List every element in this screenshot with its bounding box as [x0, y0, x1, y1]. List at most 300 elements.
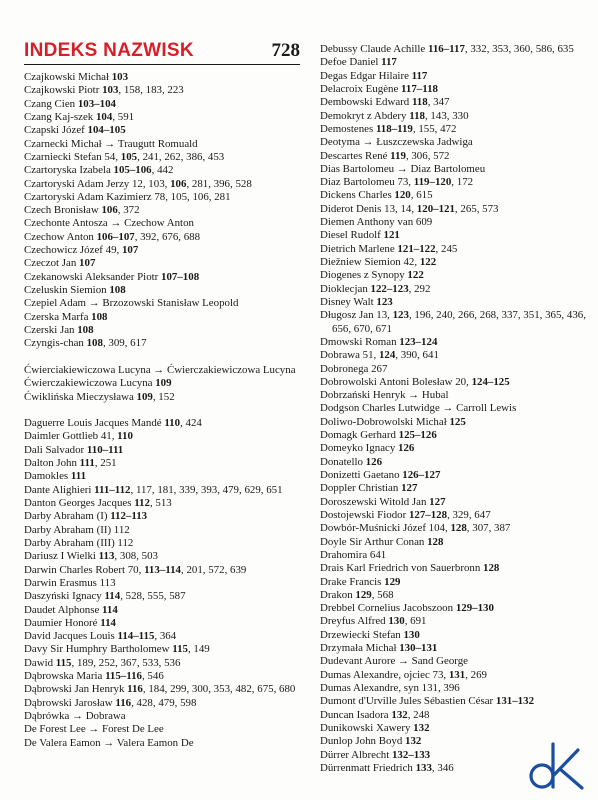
entry-text: , 424 [180, 417, 202, 430]
index-entry [320, 429, 588, 442]
index-entry [24, 657, 304, 670]
entry-text: Czartoryski Adam Kazimierz 78, 105, 106, 281 [24, 190, 231, 203]
index-entry [320, 722, 588, 735]
entry-text: Drais Karl Friedrich von Sauerbronn [320, 562, 484, 575]
entry-text: , 346 [431, 761, 454, 774]
index-entry [24, 710, 304, 723]
main-page-ref: 132–133 [391, 748, 431, 761]
main-page-ref: 124–125 [471, 375, 510, 388]
index-entry [24, 524, 304, 537]
entry-text: , 332, 353, 360, 586, 635 [464, 43, 574, 55]
entry-text: , 691 [404, 615, 427, 628]
entry-text: Disney Walt [320, 295, 377, 308]
index-entry [320, 576, 588, 589]
entry-text: Czartoryski Adam Jerzy 12, 103, [24, 177, 171, 190]
index-entry [320, 615, 588, 628]
entry-text: , 615 [410, 189, 433, 202]
entry-text: Domeyko Ignacy [320, 442, 399, 455]
index-entry [320, 642, 588, 655]
main-page-ref: 114–115 [117, 630, 155, 643]
index-entry [24, 737, 304, 750]
main-page-ref: 104–105 [87, 124, 126, 137]
main-page-ref: 132 [405, 735, 422, 748]
main-page-ref: 123 [376, 295, 393, 308]
entry-text: , 149 [187, 643, 210, 656]
index-entry [320, 509, 588, 522]
main-page-ref: 132 [413, 721, 430, 734]
entry-text: Delacroix Eugène [320, 82, 402, 95]
entry-text: , 269 [465, 668, 487, 681]
entry-text: , 184, 299, 300, 353, 482, 675, 680 [142, 683, 296, 696]
entry-text: Doppler Christian [320, 482, 402, 495]
index-entry [24, 98, 304, 111]
index-entry [320, 669, 588, 682]
main-page-ref: 127 [401, 482, 418, 495]
index-entry [320, 83, 588, 96]
entry-text: Diemen Anthony van 609 [320, 216, 433, 229]
index-entry [320, 456, 588, 469]
entry-text: Czajkowski Piotr [24, 84, 103, 97]
entry-text: Dalton John [24, 457, 80, 470]
entry-text: Dmowski Roman [320, 335, 400, 348]
entry-text: Dali Salvador [24, 443, 87, 456]
main-page-ref: 132 [391, 708, 408, 721]
main-page-ref: 111–112 [94, 483, 131, 496]
index-entry [24, 124, 304, 137]
index-entry [24, 470, 304, 483]
entry-text: Czerska Marfa [24, 310, 92, 323]
index-entry [24, 444, 304, 457]
entry-text: , 248 [407, 708, 430, 721]
entry-text: Donizetti Gaetano [320, 469, 403, 481]
entry-text: , 158, 183, 223 [118, 84, 184, 97]
entry-text: Doroszewski Witold Jan [320, 495, 430, 508]
entry-text: Dante Alighieri [24, 483, 95, 496]
main-page-ref: 118–119 [375, 122, 413, 135]
main-page-ref: 117–118 [401, 82, 438, 95]
entry-text: Dobrowolski Antoni Bolesław 20, [320, 375, 472, 388]
entry-text: Dobronega 267 [320, 362, 388, 375]
entry-text: Daudet Alphonse [24, 603, 103, 616]
main-page-ref: 105–106 [113, 164, 152, 177]
entry-text: , 251 [94, 457, 117, 470]
main-page-ref: 127–128 [408, 508, 448, 521]
entry-text: , 442 [151, 164, 174, 177]
entry-text: Czechonte Antosza → Czechow Anton [24, 217, 194, 230]
index-entry [320, 216, 588, 229]
main-page-ref: 103 [102, 84, 119, 97]
index-entry [320, 629, 588, 642]
entry-text: , 117, 181, 339, 393, 479, 629, 651 [130, 483, 283, 496]
entry-text: Doyle Sir Arthur Conan [320, 535, 428, 548]
entry-text: Drake Francis [320, 575, 385, 588]
index-entry [24, 577, 304, 590]
index-entry [320, 496, 588, 509]
index-entry [320, 482, 588, 495]
entry-text: Dumont d'Urville Jules Sébastien César [320, 695, 496, 708]
index-entry [24, 417, 304, 430]
entry-text: Damokles [24, 470, 71, 483]
main-page-ref: 116 [115, 696, 132, 709]
index-entry [24, 391, 304, 404]
entry-text: Diderot Denis 13, 14, [320, 202, 417, 215]
index-entry [320, 110, 588, 123]
main-page-ref: 110–111 [86, 443, 124, 456]
entry-text: Debussy Claude Achille [320, 43, 428, 55]
main-page-ref: 117 [411, 69, 428, 82]
entry-text: Dawid [24, 656, 56, 669]
main-page-ref: 121 [383, 229, 400, 242]
index-entry [320, 682, 588, 695]
entry-text: , 364 [154, 630, 177, 643]
index-entry [320, 56, 588, 69]
entry-text: Długosz Jan 13, [320, 309, 393, 322]
index-entry [24, 178, 304, 191]
entry-text: Dąbrowski Jarosław [24, 696, 116, 709]
index-entry [24, 484, 304, 497]
main-page-ref: 111 [70, 470, 87, 483]
entry-text: Dickens Charles [320, 189, 395, 202]
index-entry [320, 363, 588, 376]
entry-text: Darby Abraham (III) 112 [24, 536, 134, 549]
entry-text: Czechow Anton [24, 230, 97, 243]
index-entry [24, 324, 304, 337]
index-entry [24, 497, 304, 510]
entry-text: Dąbrówka → Dobrawa [24, 710, 126, 722]
index-entry [24, 697, 304, 710]
entry-text: Czeluskin Siemion [24, 284, 110, 296]
index-entry [320, 709, 588, 722]
entry-text: Dietrich Marlene [320, 242, 398, 255]
main-page-ref: 112 [134, 497, 150, 509]
entry-text: , 201, 572, 639 [181, 563, 247, 576]
main-page-ref: 127 [429, 495, 446, 508]
main-page-ref: 126 [365, 455, 383, 468]
main-page-ref: 103–104 [77, 97, 116, 110]
entry-text: Drebbel Cornelius Jacobszoon [320, 602, 456, 615]
entry-text: Dobrawa 51, [320, 349, 379, 362]
index-entry [24, 337, 304, 350]
index-entry [24, 430, 304, 443]
index-entry [24, 244, 304, 257]
entry-text: Daszyński Ignacy [24, 590, 105, 603]
entry-text: Diežniew Siemion 42, [320, 256, 420, 268]
main-page-ref: 128 [450, 522, 467, 535]
main-page-ref: 108 [91, 310, 108, 323]
entry-text: Dunikowski Xawery [320, 721, 414, 734]
main-page-ref: 125–126 [398, 429, 437, 442]
entry-text: Deotyma → Łuszczewska Jadwiga [320, 136, 473, 149]
entry-text: , 390, 641 [395, 349, 439, 362]
main-page-ref: 115 [172, 643, 188, 656]
entry-text: , 546 [141, 670, 164, 683]
main-page-ref: 117 [381, 56, 397, 69]
main-page-ref: 111 [79, 457, 95, 470]
entry-text: Dreyfus Alfred [320, 615, 389, 628]
entry-text: Drzymała Michał [320, 642, 400, 655]
main-page-ref: 130 [403, 628, 420, 641]
entry-text: Dowbór-Muśnicki Józef 104, [320, 522, 451, 535]
entry-text: , 196, 240, 266, 268, 337, 351, 365, 436, 656, 670, 671 [332, 309, 586, 335]
index-entry [24, 683, 304, 696]
entry-text: Dudevant Aurore → Sand George [320, 655, 468, 668]
index-entry [320, 416, 588, 429]
entry-text: Diesel Rudolf [320, 229, 384, 242]
index-title: INDEKS NAZWISK [24, 40, 194, 61]
main-page-ref: 120 [394, 189, 411, 202]
index-entry [320, 442, 588, 455]
entry-text: , 306, 572 [405, 149, 450, 162]
entry-text: , 308, 503 [114, 550, 158, 563]
entry-text: De Forest Lee → Forest De Lee [24, 723, 164, 736]
main-page-ref: 131–132 [495, 695, 535, 708]
index-entry [320, 522, 588, 535]
entry-text: Dembowski Edward [320, 96, 412, 109]
main-page-ref: 105 [120, 150, 138, 163]
index-entry [24, 723, 304, 736]
index-entry [24, 204, 304, 217]
main-page-ref: 109 [136, 390, 153, 403]
entry-text: Drahomira 641 [320, 548, 387, 561]
entry-text: , 309, 617 [102, 337, 147, 350]
entry-text: Dunlop John Boyd [320, 735, 406, 748]
index-entry [320, 349, 588, 362]
entry-text: Dumas Alexandre, syn 131, 396 [320, 682, 460, 694]
index-entry [24, 537, 304, 550]
main-page-ref: 114 [104, 590, 121, 603]
main-page-ref: 107 [79, 257, 96, 270]
main-page-ref: 128 [483, 562, 500, 575]
entry-text: Degas Edgar Hilaire [320, 69, 412, 82]
index-entry [24, 630, 304, 643]
index-entry [320, 376, 588, 389]
entry-text: Czechowicz Józef 49, [24, 244, 122, 257]
entry-text: , 152 [152, 390, 175, 403]
entry-text: Czartoryska Izabela [24, 164, 114, 177]
entry-text: Czarniecki Stefan 54, [24, 150, 121, 163]
entry-text: David Jacques Louis [24, 630, 118, 643]
index-entry [320, 189, 588, 202]
section-gap [24, 404, 304, 417]
entry-text: Danton Georges Jacques [24, 497, 135, 509]
main-page-ref: 109 [155, 377, 172, 390]
main-page-ref: 110 [117, 430, 133, 443]
entry-text: , 245 [435, 242, 458, 255]
index-entry [320, 70, 588, 83]
entry-text: Czapski Józef [24, 124, 88, 137]
index-entry [24, 217, 304, 230]
entry-text: Daguerre Louis Jacques Mandé [24, 417, 165, 430]
main-page-ref: 122 [419, 256, 437, 268]
entry-text: Descartes René [320, 149, 391, 162]
page-header [24, 40, 300, 64]
entry-text: Demostenes [320, 122, 376, 135]
index-entry [320, 536, 588, 549]
index-entry [24, 377, 304, 390]
main-page-ref: 122–123 [370, 282, 409, 295]
entry-text: Dariusz I Wielki [24, 550, 99, 563]
main-page-ref: 129 [384, 575, 401, 588]
entry-text: Davy Sir Humphry Bartholomew [24, 643, 173, 656]
entry-text: Dürrenmatt Friedrich [320, 761, 416, 774]
main-page-ref: 106 [170, 177, 187, 190]
main-page-ref: 133 [415, 761, 432, 774]
entry-text: Diaz Bartolomeu 73, [320, 176, 414, 189]
entry-text: Czarnecki Michał → Traugutt Romuald [24, 137, 198, 150]
entry-text: , 292 [408, 282, 431, 295]
entry-text: Czerski Jan [24, 323, 78, 336]
main-page-ref: 119–120 [413, 176, 452, 189]
index-entry [320, 549, 588, 562]
entry-text: Czajkowski Michał [24, 71, 112, 83]
index-entry [24, 604, 304, 617]
dk-logo [526, 740, 586, 792]
main-page-ref: 107 [121, 244, 139, 257]
index-entry [24, 510, 304, 523]
main-page-ref: 108 [109, 284, 126, 296]
entry-text: Dias Bartolomeu → Diaz Bartolomeu [320, 162, 486, 175]
page-number: 728 [271, 40, 300, 61]
main-page-ref: 123 [392, 309, 409, 322]
entry-text: Domagk Gerhard [320, 429, 399, 442]
main-page-ref: 115–116 [105, 670, 142, 683]
index-entry [320, 256, 588, 269]
entry-text: , 329, 647 [447, 508, 491, 521]
entry-text: , 392, 676, 688 [134, 230, 201, 243]
main-page-ref: 126 [398, 442, 415, 455]
main-page-ref: 129–130 [455, 602, 494, 615]
index-column-left [24, 71, 304, 750]
index-entry [24, 670, 304, 683]
index-entry [320, 602, 588, 615]
index-entry [320, 243, 588, 256]
index-entry [320, 309, 588, 336]
index-entry [24, 111, 304, 124]
index-entry [24, 643, 304, 656]
index-entry [24, 231, 304, 244]
entry-text: Daumier Honoré [24, 616, 101, 629]
main-page-ref: 113 [98, 550, 115, 563]
index-entry [320, 96, 588, 109]
entry-text: Dąbrowska Maria [24, 670, 106, 683]
main-page-ref: 131 [448, 668, 466, 681]
main-page-ref: 116–117 [427, 43, 465, 55]
entry-text: Czekanowski Aleksander Piotr [24, 270, 162, 283]
main-page-ref: 116 [127, 683, 143, 696]
index-entry [24, 617, 304, 630]
index-entry [320, 695, 588, 708]
index-entry [24, 151, 304, 164]
main-page-ref: 119 [390, 149, 406, 162]
entry-text: , 347 [427, 96, 450, 109]
main-page-ref: 106–107 [96, 230, 135, 243]
entry-text: Dodgson Charles Lutwidge → Carroll Lewis [320, 402, 517, 415]
entry-text: , 143, 330 [424, 109, 469, 122]
index-entry [24, 164, 304, 177]
main-page-ref: 103 [111, 71, 129, 83]
index-entry [320, 336, 588, 349]
entry-text: , 172 [451, 176, 474, 189]
index-entry [24, 257, 304, 270]
main-page-ref: 130 [388, 615, 405, 628]
index-entry [24, 564, 304, 577]
index-entry [320, 589, 588, 602]
entry-text: Czang Kaj-szek [24, 110, 96, 123]
main-page-ref: 125 [449, 415, 466, 428]
main-page-ref: 123–124 [399, 335, 438, 348]
entry-text: , 372 [117, 204, 140, 217]
entry-text: Darwin Charles Robert 70, [24, 563, 145, 576]
entry-text: Dumas Alexandre, ojciec 73, [320, 668, 449, 681]
index-entry [24, 590, 304, 603]
main-page-ref: 110 [164, 417, 181, 430]
entry-text: , 155, 472 [412, 122, 457, 135]
main-page-ref: 129 [355, 588, 372, 601]
entry-text: Czyngis-chan [24, 337, 87, 350]
main-page-ref: 104 [95, 110, 113, 123]
main-page-ref: 106 [101, 204, 118, 217]
entry-text: , 568 [371, 588, 394, 601]
index-entry [24, 284, 304, 297]
entry-text: De Valera Eamon → Valera Eamon De [24, 736, 194, 749]
entry-text: , 307, 387 [466, 522, 511, 535]
main-page-ref: 115 [55, 656, 72, 669]
entry-text: Darby Abraham (I) [24, 510, 111, 523]
entry-text: , 189, 252, 367, 533, 536 [71, 656, 181, 669]
entry-text: Dąbrowski Jan Henryk [24, 683, 128, 696]
main-page-ref: 126–127 [402, 469, 441, 481]
main-page-ref: 114 [100, 616, 116, 629]
entry-text: Drakon [320, 588, 356, 601]
index-entry [24, 271, 304, 284]
main-page-ref: 124 [378, 349, 396, 362]
entry-text: Czang Cien [24, 97, 78, 110]
entry-text: , 513 [149, 497, 172, 509]
entry-text: Dürrer Albrecht [320, 748, 392, 761]
header-rule [24, 64, 300, 65]
index-entry [24, 457, 304, 470]
entry-text: , 528, 555, 587 [120, 590, 186, 603]
index-entry [320, 163, 588, 176]
entry-text: , 591 [112, 110, 135, 123]
index-entry [24, 364, 304, 377]
main-page-ref: 118 [411, 96, 428, 109]
index-entry [320, 402, 588, 415]
entry-text: , 265, 573 [454, 202, 499, 215]
index-entry [24, 297, 304, 310]
index-entry [320, 176, 588, 189]
index-entry [320, 562, 588, 575]
index-entry [320, 269, 588, 282]
entry-text: Darwin Erasmus 113 [24, 576, 116, 589]
main-page-ref: 128 [427, 535, 444, 548]
entry-text: Ćwierczakiewiczowa Lucyna [24, 377, 156, 390]
entry-text: Drzewiecki Stefan [320, 628, 404, 641]
index-entry [320, 136, 588, 149]
index-entry [320, 123, 588, 136]
index-entry [24, 84, 304, 97]
main-page-ref: 130–131 [399, 642, 438, 655]
entry-text: Dobrzański Henryk → Hubal [320, 389, 449, 402]
entry-text: Ćwierciakiewiczowa Lucyna → Ćwierczakiewiczowa Lucyna [24, 363, 296, 376]
index-entry [320, 203, 588, 216]
index-entry [320, 43, 588, 56]
entry-text: , 241, 262, 386, 453 [137, 150, 225, 163]
main-page-ref: 112–113 [110, 510, 148, 523]
main-page-ref: 113–114 [144, 563, 181, 576]
index-entry [320, 655, 588, 668]
entry-text: Daimler Gottlieb 41, [24, 430, 118, 443]
